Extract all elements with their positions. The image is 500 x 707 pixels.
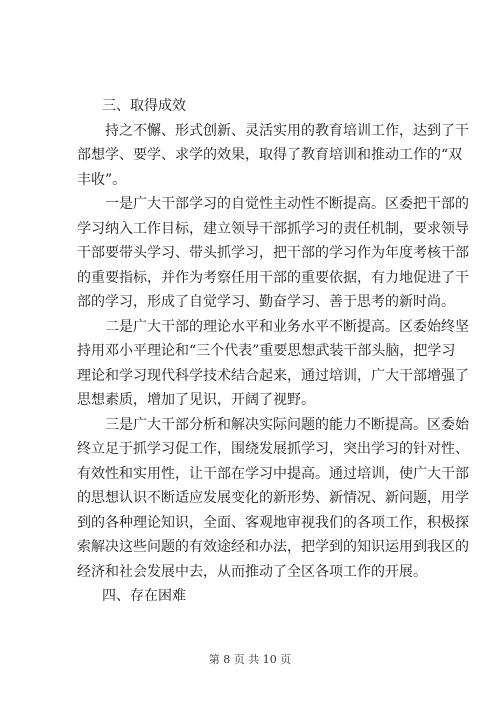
paragraph-line: 经济和社会发展中去，从而推动了全区各项工作的开展。 bbox=[77, 563, 427, 580]
paragraph-line: 的重要指标，并作为考察任用干部的重要依据，有力地促进了干 bbox=[77, 269, 469, 286]
paragraph-line: 索解决这些问题的有效途经和办法，把学到的知识运用到我区的 bbox=[77, 539, 469, 555]
paragraph-line: 的思想认识不断适应发展变化的新形势、新情况、新问题，用学 bbox=[77, 490, 469, 506]
paragraph-line: 到的各种理论知识，全面、客观地审视我们的各项工作，积极探 bbox=[77, 514, 469, 531]
point-1-paragraph bbox=[77, 192, 469, 315]
paragraph-line: 部想学、要学、求学的效果，取得了教育培训和推动工作的“双 bbox=[77, 147, 463, 163]
paragraph-line: 学习纳入工作目标，建立领导干部抓学习的责任机制，要求领导 bbox=[77, 220, 469, 237]
paragraph-line: 干部要带头学习、带头抓学习，把干部的学习作为年度考核干部 bbox=[77, 245, 469, 261]
paragraph-line: 三是广大干部分析和解决实际问题的能力不断提高。区委始 bbox=[105, 416, 469, 433]
paragraph-line: 一是广大干部学习的自觉性主动性不断提高。区委把干部的 bbox=[105, 196, 469, 212]
paragraph-line: 思想素质，增加了见识，开阔了视野。 bbox=[77, 392, 315, 408]
section-3-heading: 三、取得成效 bbox=[102, 98, 186, 114]
paragraph-line: 持用邓小平理论和“三个代表”重要思想武装干部头脑，把学习 bbox=[77, 343, 456, 359]
paragraph-line: 有效性和实用性，让干部在学习中提高。通过培训，使广大干部 bbox=[77, 465, 469, 482]
paragraph-line: 理论和学习现代科学技术结合起来，通过培训，广大干部增强了 bbox=[77, 367, 469, 384]
point-3-paragraph bbox=[77, 413, 469, 585]
paragraph-line: 二是广大干部的理论水平和业务水平不断提高。区委始终坚 bbox=[105, 318, 469, 335]
intro-paragraph bbox=[77, 119, 469, 193]
section-4-heading: 四、存在困难 bbox=[102, 588, 186, 604]
paragraph-line: 丰收”。 bbox=[77, 171, 127, 188]
point-2-paragraph bbox=[77, 315, 469, 413]
paragraph-line: 终立足于抓学习促工作，围绕发展抓学习，突出学习的针对性、 bbox=[77, 441, 469, 457]
paragraph-line: 持之不懈、形式创新、灵活实用的教育培训工作，达到了干 bbox=[105, 122, 469, 139]
page-number-footer: 第 8 页 共 10 页 bbox=[208, 653, 292, 666]
paragraph-line: 部的学习，形成了自觉学习、勤奋学习、善于思考的新时尚。 bbox=[77, 294, 455, 310]
document-body bbox=[77, 94, 469, 609]
